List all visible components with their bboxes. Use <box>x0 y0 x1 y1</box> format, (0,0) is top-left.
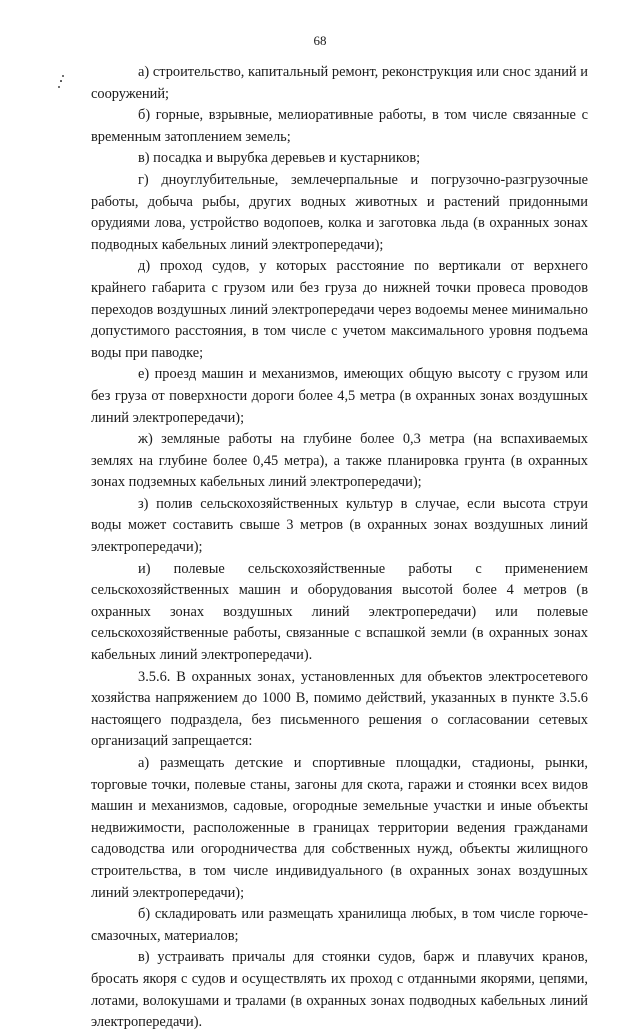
paragraph-g: г) дноуглубительные, землечерпальные и погрузочно-разгрузочные работы, добыча рыбы, других водных животных и растений придонными орудиями лова, устройство водопоев, колка и заготовка льда (в охранных зонах подводных кабельных линий электропередачи); <box>91 171 588 253</box>
document-body <box>91 62 588 1034</box>
paragraph-a: а) строительство, капитальный ремонт, реконструкция или снос зданий и сооружений; <box>91 64 588 102</box>
paragraph-v: в) посадка и вырубка деревьев и кустарников; <box>138 150 421 167</box>
scan-speck <box>62 75 64 77</box>
paragraph-z: з) полив сельскохозяйственных культур в случае, если высота струи воды может составить свыше 3 метров (в охранных зонах воздушных линий электропередачи); <box>91 495 588 556</box>
paragraph-b-2: б) складировать или размещать хранилища любых, в том числе горюче-смазочных, материалов; <box>91 906 588 944</box>
paragraph-b: б) горные, взрывные, мелиоративные работы, в том числе связанные с временным затоплением земель; <box>91 107 588 145</box>
paragraph-d: д) проход судов, у которых расстояние по вертикали от верхнего крайнего габарита с грузом или без груза до нижней точки провеса проводов переходов воздушных линий электропередачи через водоемы менее минимально допустимого расстояния, в том числе с учетом максимального уровня подъема воды при паводке; <box>91 258 588 361</box>
scan-speck <box>60 80 62 82</box>
paragraph-v-2: в) устраивать причалы для стоянки судов, барж и плавучих кранов, бросать якоря с судов и осуществлять их проход с отданными якорями, цепями, лотами, волокушами и тралами (в охранных зонах подводных кабельных линий электропередачи). <box>91 949 588 1031</box>
section-3-5-6: 3.5.6. В охранных зонах, установленных для объектов электросетевого хозяйства напряжением до 1000 В, помимо действий, указанных в пункте 3.5.6 настоящего подраздела, без письменного решения о согласовании сетевых организаций запрещается: <box>91 668 588 750</box>
paragraph-e: е) проезд машин и механизмов, имеющих общую высоту с грузом или без груза от поверхности дороги более 4,5 метра (в охранных зонах воздушных линий электропередачи); <box>91 366 588 426</box>
paragraph-zh: ж) земляные работы на глубине более 0,3 метра (на вспахиваемых землях на глубине более 0,45 метра), а также планировка грунта (в охранных зонах подземных кабельных линий электропередачи); <box>91 431 588 491</box>
paragraph-i: и) полевые сельскохозяйственные работы с применением сельскохозяйственных машин и оборудования высотой более 4 метров (в охранных зонах воздушных линий электропередачи) или полевые сельскохозяйственные работы, связанные с вспашкой земли (в охранных зонах кабельных линий электропередачи). <box>91 560 588 664</box>
scan-speck <box>58 86 60 88</box>
page-number: 68 <box>313 33 327 48</box>
paragraph-a-2: а) размещать детские и спортивные площадки, стадионы, рынки, торговые точки, полевые станы, загоны для скота, гаражи и стоянки всех видов машин и механизмов, садовые, огородные земельные участки и иные объекты недвижимости, расположенные в границах территории ведения гражданами садоводства или огородничества для собственных нужд, объекты жилищного строительства, в том числе индивидуального (в охранных зонах воздушных линий электропередачи); <box>91 755 588 901</box>
